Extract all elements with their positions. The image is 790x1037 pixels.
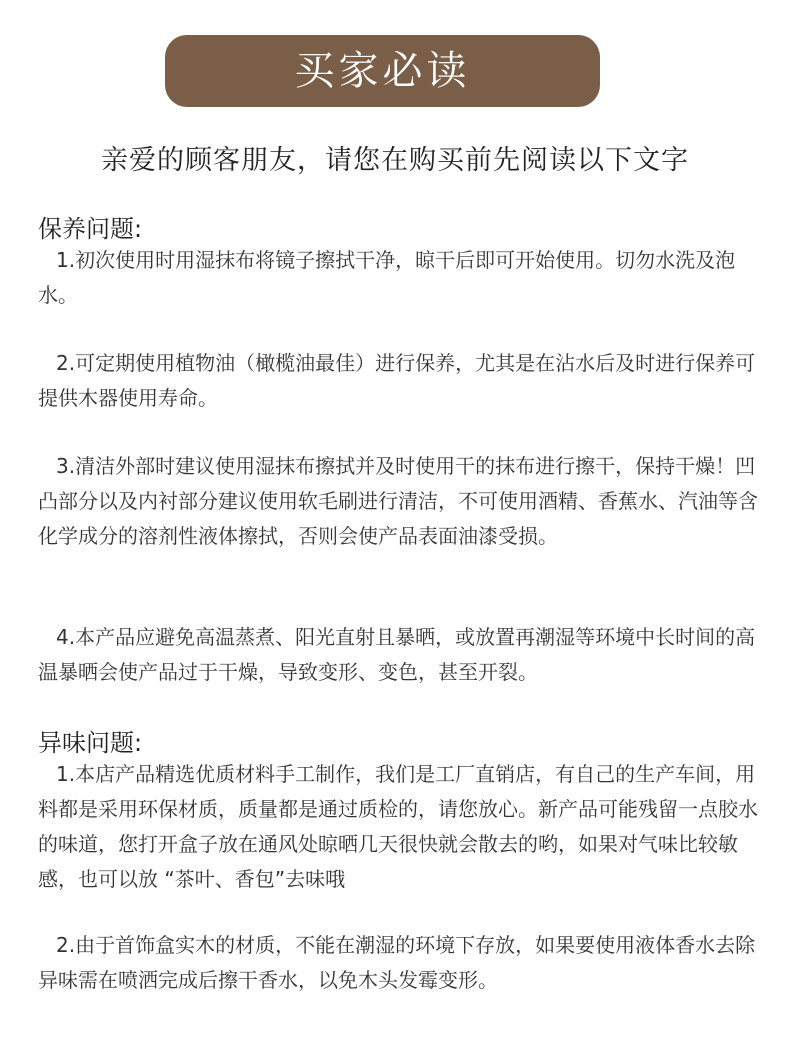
title-banner — [165, 35, 600, 107]
care-paragraph-4: 4.本产品应避免高温蒸煮、阳光直射且暴晒，或放置再潮湿等环境中长时间的高温暴晒会使产品过于干燥，导致变形、变色，甚至开裂。 — [38, 625, 756, 684]
odor-paragraph-1: 1.本店产品精选优质材料手工制作，我们是工厂直销店，有自己的生产车间，用料都是采用环保材质，质量都是通过质检的，请您放心。新产品可能残留一点胶水的味道，您打开盒子放在通风处晾晒几天很快就会散去的哟，如果对气味比较敏感，也可以放 “茶叶、香包”去味哦 — [38, 762, 758, 891]
care-paragraph-2: 2.可定期使用植物油（橄榄油最佳）进行保养，尤其是在沾水后及时进行保养可提供木器使用寿命。 — [38, 351, 756, 410]
section-title-odor: 异味问题: — [38, 729, 143, 757]
greeting-subtitle: 亲爱的顾客朋友，请您在购买前先阅读以下文字 — [101, 145, 689, 176]
banner-title: 买家必读 — [294, 48, 471, 94]
care-paragraph-1: 1.初次使用时用湿抹布将镜子擦拭干净，晾干后即可开始使用。切勿水洗及泡水。 — [38, 248, 736, 307]
odor-paragraph-2: 2.由于首饰盒实木的材质，不能在潮湿的环境下存放，如果要使用液体香水去除异味需在喷洒完成后擦干香水，以免木头发霉变形。 — [38, 933, 756, 992]
section-title-care: 保养问题: — [38, 215, 143, 243]
care-paragraph-3: 3.清洁外部时建议使用湿抹布擦拭并及时使用干的抹布进行擦干，保持干燥！凹凸部分以及内衬部分建议使用软毛刷进行清洁，不可使用酒精、香蕉水、汽油等含化学成分的溶剂性液体擦拭，否则会使产品表面油漆受损。 — [38, 454, 758, 548]
